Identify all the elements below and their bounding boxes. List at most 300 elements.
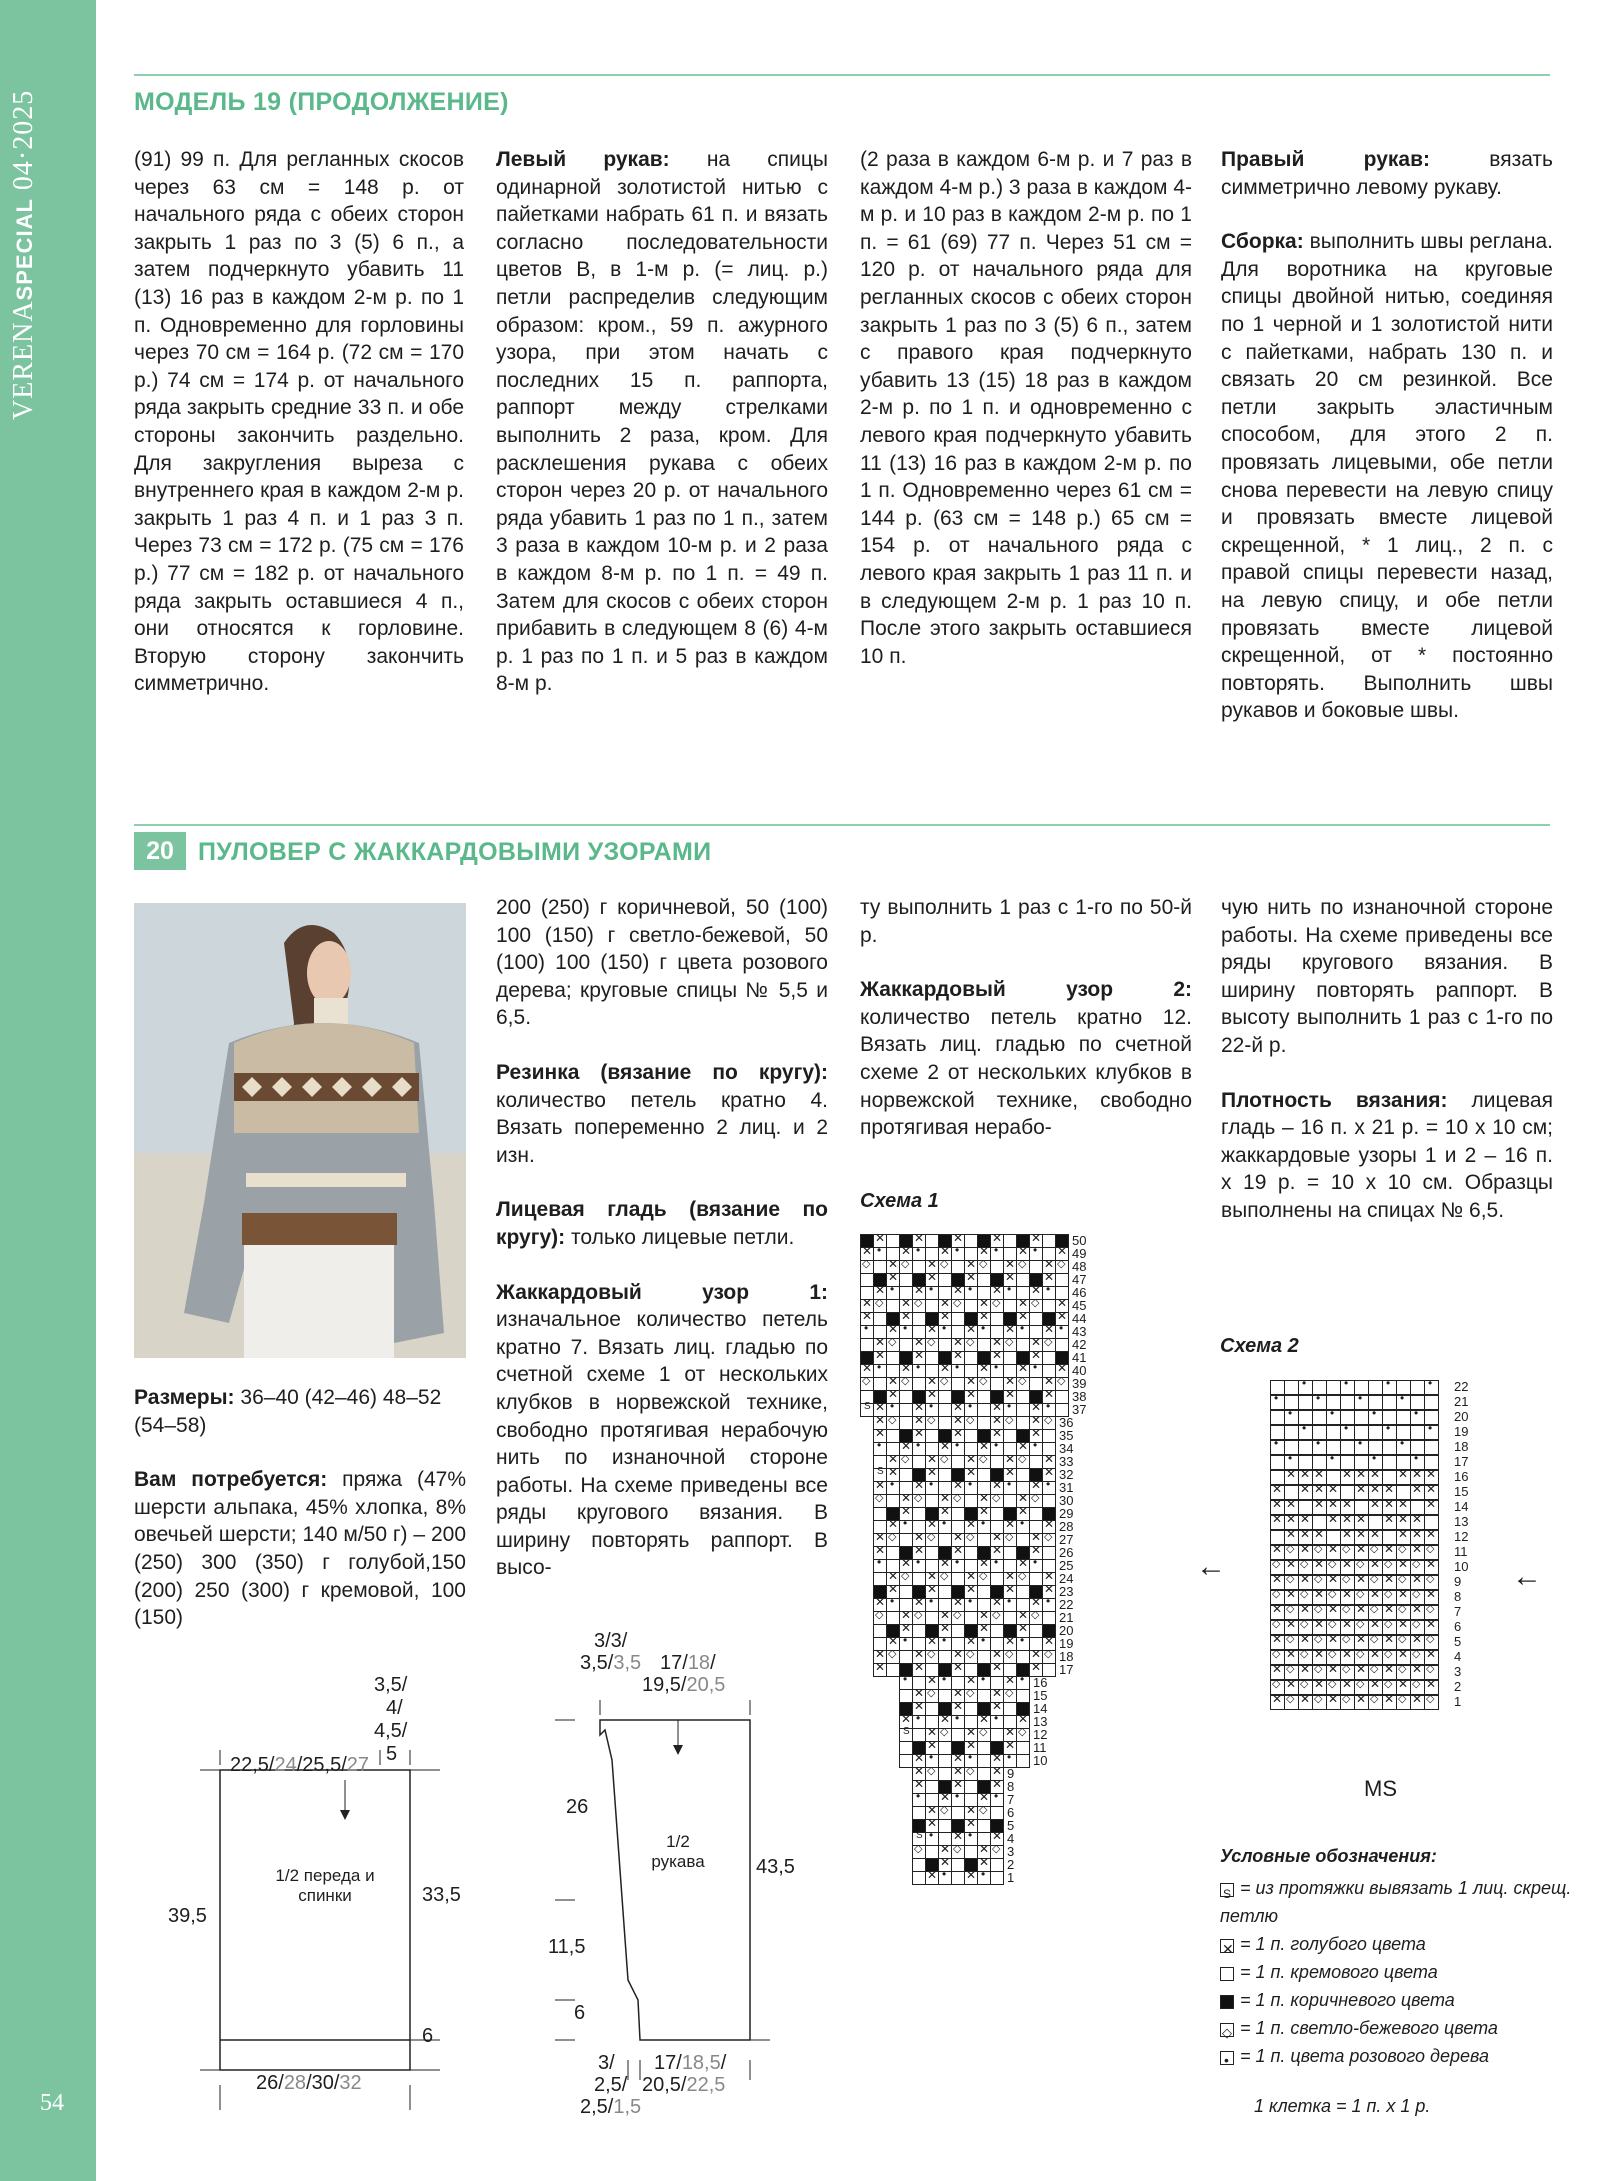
- chart-cell: ✕: [1354, 1515, 1369, 1530]
- chart-cell: [951, 1455, 965, 1469]
- chart-cell: [1029, 1312, 1043, 1326]
- top-rule: [134, 74, 1550, 76]
- chart-cell: ◇: [938, 1260, 952, 1274]
- chart-cell: ✕: [1029, 1286, 1043, 1300]
- chart-cell: ✕: [1003, 1572, 1017, 1586]
- chart-cell: •: [938, 1871, 952, 1885]
- chart-cell: [990, 1624, 1004, 1638]
- chart-cell: [1003, 1351, 1017, 1365]
- chart-cell: ✕: [990, 1702, 1004, 1716]
- chart-cell: •: [1312, 1440, 1327, 1455]
- magazine-title: VERENASPECIAL 04·2025: [8, 89, 39, 420]
- chart-cell: [977, 1390, 991, 1404]
- chart-cell: ◇: [860, 1377, 874, 1391]
- chart-cell: [925, 1234, 939, 1248]
- chart-cell: ✕: [1340, 1470, 1355, 1485]
- chart-cell: ◇: [1410, 1650, 1425, 1665]
- section-rule: [134, 824, 1550, 826]
- chart-cell: ◇: [899, 1377, 913, 1391]
- scheme2-arrow: ←: [1512, 1560, 1542, 1593]
- chart-cell: ✕: [925, 1455, 939, 1469]
- chart-cell: ◇: [1270, 1650, 1285, 1665]
- chart-row-number: 28: [1059, 1519, 1074, 1534]
- chart-cell: ◇: [1312, 1665, 1327, 1680]
- chart-cell: ◇: [912, 1845, 926, 1859]
- chart-cell: ✕: [964, 1273, 978, 1287]
- chart-cell: ✕: [1016, 1442, 1030, 1456]
- chart-cell: ✕: [990, 1650, 1004, 1664]
- chart-cell: •: [951, 1715, 965, 1729]
- chart-cell: ✕: [977, 1624, 991, 1638]
- chart-cell: ✕: [990, 1780, 1004, 1794]
- chart-cell: ◇: [1003, 1533, 1017, 1547]
- chart-cell: ✕: [912, 1689, 926, 1703]
- chart-row: [1270, 1692, 1438, 1710]
- chart-cell: •: [925, 1832, 939, 1846]
- model20-col4: чую нить по изнаночной стороне работы. На схеме приведены все ряды кругового вязания. В ширину повторять раппорт. В высоту выполнить 1 раз с 1-го по 22-й р. Плотность вязания: лицевая гладь – 16 п. х 21 р. = 10 х 10 см; жаккардовые узоры 1 и 2 – 16 п. х 19 р. = 10 х 10 см. Образцы выполнены на спицах № 6,5.: [1221, 896, 1553, 1222]
- chart-cell: ✕: [938, 1793, 952, 1807]
- chart-cell: •: [977, 1871, 991, 1885]
- chart-cell: [1016, 1741, 1030, 1755]
- chart-cell: •: [1016, 1325, 1030, 1339]
- chart-cell: ✕: [1003, 1741, 1017, 1755]
- chart-cell: ✕: [1298, 1485, 1313, 1500]
- chart-cell: •: [964, 1286, 978, 1300]
- chart-cell: •: [1284, 1410, 1299, 1425]
- chart-cell: ◇: [938, 1728, 952, 1742]
- chart-cell: [938, 1390, 952, 1404]
- chart-cell: ✕: [990, 1429, 1004, 1443]
- chart-cell: ✕: [873, 1598, 887, 1612]
- chart-cell: ◇: [951, 1845, 965, 1859]
- chart-cell: ✕: [951, 1533, 965, 1547]
- chart-cell: ✕: [912, 1533, 926, 1547]
- chart-cell: ✕: [1029, 1351, 1043, 1365]
- chart-cell: •: [1016, 1520, 1030, 1534]
- chart-cell: ◇: [925, 1533, 939, 1547]
- legend-item: S = из протяжки вывязать 1 лиц. скрещ. петлю: [1220, 1878, 1572, 1926]
- chart-cell: ✕: [990, 1598, 1004, 1612]
- chart-cell: ✕: [951, 1546, 965, 1560]
- chart-cell: ◇: [1410, 1680, 1425, 1695]
- chart-cell: ✕: [964, 1637, 978, 1651]
- chart-cell: ✕: [1396, 1560, 1411, 1575]
- chart-cell: [964, 1546, 978, 1560]
- chart-cell: ✕: [1354, 1695, 1369, 1710]
- chart-cell: [990, 1858, 1004, 1872]
- chart-cell: [977, 1416, 991, 1430]
- chart-cell: •: [990, 1793, 1004, 1807]
- chart-cell: [1016, 1403, 1030, 1417]
- chart-cell: ✕: [860, 1247, 874, 1261]
- chart-cell: ✕: [977, 1611, 991, 1625]
- chart-cell: •: [1016, 1637, 1030, 1651]
- chart-cell: ✕: [1016, 1247, 1030, 1261]
- chart-cell: [860, 1273, 874, 1287]
- chart-cell: ◇: [873, 1611, 887, 1625]
- chart-cell: ✕: [925, 1806, 939, 1820]
- chart-cell: ◇: [1016, 1260, 1030, 1274]
- chart-cell: [873, 1260, 887, 1274]
- chart-cell: ◇: [1382, 1680, 1397, 1695]
- chart-cell: ✕: [925, 1260, 939, 1274]
- chart-cell: ✕: [938, 1611, 952, 1625]
- chart-cell: ◇: [938, 1572, 952, 1586]
- chart-cell: ✕: [1354, 1485, 1369, 1500]
- chart-cell: ✕: [1396, 1650, 1411, 1665]
- chart-cell: ✕: [1410, 1470, 1425, 1485]
- chart-cell: •: [1340, 1425, 1355, 1440]
- chart-cell: ◇: [938, 1377, 952, 1391]
- chart-cell: ✕: [1382, 1695, 1397, 1710]
- chart-cell: ✕: [886, 1637, 900, 1651]
- chart-cell: ◇: [1354, 1650, 1369, 1665]
- chart-cell: ✕: [990, 1832, 1004, 1846]
- chart-cell: ◇: [886, 1650, 900, 1664]
- chart-cell: ◇: [938, 1806, 952, 1820]
- chart-cell: ✕: [899, 1247, 913, 1261]
- chart-cell: ✕: [1354, 1665, 1369, 1680]
- chart-row-number: 22: [1454, 1379, 1469, 1394]
- chart-cell: [938, 1585, 952, 1599]
- chart-cell: •: [899, 1637, 913, 1651]
- chart-row-number: 19: [1454, 1424, 1469, 1439]
- model19-col4: Правый рукав: вязать симметрично левому рукаву. Сборка: выполнить швы реглана. Для воротника на круговые спицы двойной нитью, соединяя по 1 черной и 1 золотистой нити с пайетками, набрать 130 п. и связать 20 см резинкой. Все петли закрыть эластичным способом, для этого 2 п. провязать лицевыми, обе петли снова перевести на левую спицу и провязать вместе лицевой скрещенной, * 1 лиц., 2 п. с правой спицы перевести назад, на левую спицу, и обе петли провязать вместе лицевой скрещенной, от * постоянно повторять. Выполнить швы рукавов и боковые швы.: [1221, 148, 1553, 723]
- chart-row-number: 34: [1059, 1441, 1074, 1456]
- chart-cell: •: [1003, 1754, 1017, 1768]
- chart-cell: ◇: [1284, 1575, 1299, 1590]
- chart-cell: ✕: [1298, 1665, 1313, 1680]
- chart-cell: ✕: [1003, 1676, 1017, 1690]
- chart-cell: ◇: [1424, 1665, 1439, 1680]
- chart-cell: [899, 1741, 913, 1755]
- chart-cell: [1382, 1440, 1397, 1455]
- chart-cell: ◇: [1396, 1665, 1411, 1680]
- chart-cell: ✕: [990, 1338, 1004, 1352]
- chart-row-number: 38: [1072, 1389, 1087, 1404]
- chart-cell: ✕: [1312, 1470, 1327, 1485]
- chart-cell: [860, 1338, 874, 1352]
- chart-cell: ✕: [1298, 1695, 1313, 1710]
- chart-cell: •: [1298, 1425, 1313, 1440]
- chart-cell: ✕: [1326, 1575, 1341, 1590]
- chart-cell: ✕: [938, 1845, 952, 1859]
- chart-cell: ✕: [964, 1468, 978, 1482]
- chart-cell: •: [1003, 1481, 1017, 1495]
- chart-row-number: 40: [1072, 1363, 1087, 1378]
- chart-cell: •: [925, 1754, 939, 1768]
- chart-cell: ✕: [912, 1351, 926, 1365]
- chart-cell: ◇: [1424, 1575, 1439, 1590]
- chart-cell: ✕: [1368, 1500, 1383, 1515]
- chart-cell: ◇: [1298, 1590, 1313, 1605]
- chart-cell: [925, 1546, 939, 1560]
- chart-cell: •: [925, 1598, 939, 1612]
- chart-cell: ✕: [977, 1247, 991, 1261]
- chart-cell: ◇: [990, 1845, 1004, 1859]
- chart-cell: [977, 1338, 991, 1352]
- chart-cell: ✕: [886, 1572, 900, 1586]
- chart-cell: [899, 1273, 913, 1287]
- chart-cell: ◇: [1396, 1605, 1411, 1620]
- chart-cell: •: [873, 1247, 887, 1261]
- chart-cell: ◇: [1424, 1635, 1439, 1650]
- model19-col2: Левый рукав: на спицы одинарной золотистой нитью с пайетками набрать 61 п. и вязать согласно последовательности цветов В, в 1-м р. (= лиц. р.) петли распределив следующим образом: кром., 59 п. ажурного узора, при этом начать с последних 15 п. раппорта, раппорт между стрелками выполнить 2 раза, кром. Для расклешения рукава с обеих сторон через 20 р. от начального ряда убавить 1 раз по 1 п., затем 3 раза в каждом 10-м р. и 2 раза в каждом 8-м р. по 1 п. = 49 п. Затем для скосов с обеих сторон прибавить в следующем 8 (6) 4-м р. 1 раз по 1 п. и 5 раз в каждом 8-м р.: [496, 148, 828, 696]
- chart-cell: ◇: [964, 1767, 978, 1781]
- chart-cell: ◇: [1340, 1695, 1355, 1710]
- chart-cell: ✕: [1326, 1635, 1341, 1650]
- chart-cell: •: [912, 1247, 926, 1261]
- chart-cell: [886, 1546, 900, 1560]
- chart-cell: •: [912, 1442, 926, 1456]
- chart-cell: ✕: [977, 1299, 991, 1313]
- chart-cell: ✕: [964, 1325, 978, 1339]
- chart-cell: ✕: [1284, 1470, 1299, 1485]
- chart-cell: [886, 1663, 900, 1677]
- chart-cell: ✕: [1354, 1470, 1369, 1485]
- chart-cell: ◇: [1270, 1560, 1285, 1575]
- chart-cell: ✕: [1312, 1590, 1327, 1605]
- chart-cell: [1042, 1351, 1056, 1365]
- chart-cell: ✕: [873, 1351, 887, 1365]
- chart-cell: [938, 1273, 952, 1287]
- chart-cell: ◇: [1029, 1299, 1043, 1313]
- chart-cell: ◇: [1016, 1572, 1030, 1586]
- chart-cell: •: [990, 1715, 1004, 1729]
- chart-cell: ✕: [990, 1533, 1004, 1547]
- chart-cell: [964, 1494, 978, 1508]
- chart-cell: •: [1396, 1440, 1411, 1455]
- chart-cell: ✕: [1312, 1650, 1327, 1665]
- page-number: 54: [40, 2090, 64, 2116]
- chart-cell: ✕: [1326, 1515, 1341, 1530]
- chart-cell: ✕: [990, 1546, 1004, 1560]
- chart-cell: ◇: [964, 1338, 978, 1352]
- chart-cell: ◇: [964, 1650, 978, 1664]
- chart-cell: ✕: [1424, 1680, 1439, 1695]
- chart-cell: [899, 1338, 913, 1352]
- chart-cell: •: [1042, 1286, 1056, 1300]
- chart-cell: ◇: [1396, 1575, 1411, 1590]
- chart-cell: ◇: [1382, 1620, 1397, 1635]
- chart-cell: ✕: [912, 1598, 926, 1612]
- chart-cell: ◇: [1298, 1680, 1313, 1695]
- chart-cell: [1003, 1234, 1017, 1248]
- chart-row-number: 14: [1454, 1499, 1469, 1514]
- chart-cell: •: [1270, 1395, 1285, 1410]
- chart-cell: ✕: [925, 1676, 939, 1690]
- chart-cell: ✕: [886, 1468, 900, 1482]
- chart-cell: ✕: [951, 1663, 965, 1677]
- chart-cell: ✕: [899, 1312, 913, 1326]
- chart-cell: ✕: [1340, 1560, 1355, 1575]
- chart-cell: ✕: [964, 1819, 978, 1833]
- chart-cell: ✕: [964, 1390, 978, 1404]
- chart-cell: ◇: [886, 1338, 900, 1352]
- model19-col1: (91) 99 п. Для регланных скосов через 63 см = 148 р. от начального ряда с обеих сторон закрыть 1 раз по 3 (5) 6 п., а затем подчеркнуто убавить 11 (13) 16 раз в каждом 2-м р. по 1 п. Одновременно для горловины через 70 см = 164 р. (72 см = 170 р.) 74 см = 174 р. от начального ряда закрыть средние 33 п. и обе стороны закончить раздельно. Для закругления выреза с внутреннего края в каждом 2-м р. закрыть 1 раз 4 п. и 1 раз 3 п. Через 73 см = 172 р. (75 см = 176 р.) 77 см = 182 р. от начального ряда закрыть оставшиеся 4 п., они относятся к горловине. Вторую сторону закончить симметрично.: [134, 148, 464, 696]
- chart-cell: •: [1396, 1395, 1411, 1410]
- chart-cell: ◇: [1312, 1605, 1327, 1620]
- chart-cell: [1016, 1416, 1030, 1430]
- chart-cell: ✕: [938, 1364, 952, 1378]
- chart-cell: ✕: [912, 1416, 926, 1430]
- chart-cell: [964, 1429, 978, 1443]
- chart-cell: ◇: [1270, 1680, 1285, 1695]
- chart-cell: [1055, 1390, 1069, 1404]
- chart-cell: ✕: [860, 1312, 874, 1326]
- chart-cell: ◇: [1029, 1494, 1043, 1508]
- chart-cell: [938, 1533, 952, 1547]
- chart-cell: ◇: [977, 1260, 991, 1274]
- chart-cell: ✕: [1340, 1680, 1355, 1695]
- chart-cell: ◇: [1382, 1590, 1397, 1605]
- chart-cell: ✕: [1354, 1605, 1369, 1620]
- chart-cell: [1042, 1494, 1056, 1508]
- chart-cell: ✕: [1340, 1530, 1355, 1545]
- chart-cell: ✕: [1368, 1560, 1383, 1575]
- chart-cell: ✕: [951, 1234, 965, 1248]
- chart-cell: ✕: [1284, 1650, 1299, 1665]
- chart-cell: ✕: [1382, 1545, 1397, 1560]
- chart-row-number: 47: [1072, 1272, 1087, 1287]
- chart-cell: [964, 1234, 978, 1248]
- legend-item: ◇ = 1 п. светло-бежевого цвета: [1222, 2018, 1498, 2040]
- scheme1-arrow: ←: [1196, 1550, 1226, 1583]
- chart-cell: ✕: [873, 1416, 887, 1430]
- chart-cell: •: [1382, 1380, 1397, 1395]
- chart-row: [912, 1816, 1068, 1832]
- chart-cell: ◇: [886, 1533, 900, 1547]
- chart-cell: ◇: [1284, 1665, 1299, 1680]
- chart-cell: ✕: [873, 1429, 887, 1443]
- chart-cell: ◇: [1354, 1680, 1369, 1695]
- chart-cell: ◇: [1396, 1635, 1411, 1650]
- chart-cell: •: [977, 1676, 991, 1690]
- chart-cell: ✕: [1326, 1605, 1341, 1620]
- chart-cell: •: [1368, 1410, 1383, 1425]
- chart-cell: [1042, 1234, 1056, 1248]
- chart-cell: [886, 1429, 900, 1443]
- chart-cell: ✕: [1016, 1364, 1030, 1378]
- chart-cell: •: [1003, 1598, 1017, 1612]
- chart-cell: ✕: [1368, 1485, 1383, 1500]
- chart-cell: ✕: [1284, 1530, 1299, 1545]
- chart-cell: ✕: [1016, 1611, 1030, 1625]
- chart-cell: •: [1354, 1395, 1369, 1410]
- chart-cell: ◇: [1003, 1416, 1017, 1430]
- chart-cell: ✕: [1396, 1515, 1411, 1530]
- chart-row-number: 23: [1059, 1584, 1074, 1599]
- chart-cell: ✕: [1326, 1485, 1341, 1500]
- chart-cell: •: [1003, 1286, 1017, 1300]
- chart-cell: •: [886, 1403, 900, 1417]
- chart-cell: ✕: [1368, 1530, 1383, 1545]
- chart-cell: ✕: [899, 1442, 913, 1456]
- chart-row-number: 33: [1059, 1454, 1074, 1469]
- chart-cell: ✕: [964, 1572, 978, 1586]
- chart-cell: •: [990, 1559, 1004, 1573]
- chart-cell: ◇: [1368, 1695, 1383, 1710]
- chart-cell: [1424, 1440, 1439, 1455]
- chart-row-number: 9: [1454, 1574, 1462, 1589]
- chart-row-number: 2: [1007, 1857, 1015, 1872]
- chart-cell: ✕: [1424, 1620, 1439, 1635]
- chart-cell: [938, 1754, 952, 1768]
- chart-cell: [1003, 1546, 1017, 1560]
- chart-cell: ✕: [977, 1845, 991, 1859]
- chart-cell: ✕: [1312, 1500, 1327, 1515]
- chart-cell: ✕: [938, 1247, 952, 1261]
- chart-cell: ✕: [1298, 1470, 1313, 1485]
- chart-cell: ✕: [977, 1312, 991, 1326]
- chart-cell: ✕: [860, 1299, 874, 1313]
- chart-cell: ✕: [1410, 1665, 1425, 1680]
- chart-cell: [977, 1819, 991, 1833]
- chart-cell: ✕: [873, 1663, 887, 1677]
- chart-cell: ◇: [1029, 1611, 1043, 1625]
- chart-cell: ✕: [925, 1741, 939, 1755]
- chart-cell: ✕: [1270, 1605, 1285, 1620]
- chart-cell: ✕: [1368, 1590, 1383, 1605]
- chart-cell: ◇: [977, 1572, 991, 1586]
- chart-cell: ✕: [1029, 1429, 1043, 1443]
- legend-item: • = 1 п. цвета розового дерева: [1220, 2042, 1614, 2070]
- chart-cell: ✕: [925, 1819, 939, 1833]
- chart-cell: ✕: [1382, 1485, 1397, 1500]
- chart-cell: [912, 1871, 926, 1885]
- chart-cell: ✕: [1410, 1635, 1425, 1650]
- chart-cell: [925, 1702, 939, 1716]
- chart-cell: ◇: [1340, 1545, 1355, 1560]
- chart-cell: [873, 1377, 887, 1391]
- chart-cell: S: [873, 1468, 887, 1482]
- chart-cell: ✕: [1055, 1247, 1069, 1261]
- chart-cell: ✕: [990, 1754, 1004, 1768]
- chart-cell: ✕: [1326, 1695, 1341, 1710]
- chart-row-number: 21: [1059, 1610, 1074, 1625]
- chart-cell: ✕: [925, 1468, 939, 1482]
- chart-cell: •: [873, 1364, 887, 1378]
- chart-cell: ◇: [977, 1377, 991, 1391]
- chart-row-number: 20: [1454, 1409, 1469, 1424]
- chart-cell: •: [1029, 1559, 1043, 1573]
- chart-cell: ✕: [964, 1520, 978, 1534]
- chart-cell: [912, 1377, 926, 1391]
- chart-cell: ◇: [1410, 1620, 1425, 1635]
- chart-row-number: 17: [1059, 1662, 1074, 1677]
- chart-cell: [886, 1494, 900, 1508]
- chart-row-number: 31: [1059, 1480, 1074, 1495]
- chart-cell: [873, 1572, 887, 1586]
- chart-cell: ✕: [1382, 1575, 1397, 1590]
- chart-cell: [873, 1624, 887, 1638]
- chart-cell: ✕: [1424, 1485, 1439, 1500]
- chart-row-number: 14: [1033, 1701, 1048, 1716]
- chart-cell: ✕: [1298, 1605, 1313, 1620]
- chart-cell: ✕: [925, 1273, 939, 1287]
- chart-cell: [886, 1611, 900, 1625]
- chart-cell: ◇: [873, 1299, 887, 1313]
- cell-diamond-symbol: ◇: [1222, 2024, 1232, 2040]
- chart-cell: ✕: [1003, 1520, 1017, 1534]
- chart-cell: S: [860, 1403, 874, 1417]
- chart-cell: ◇: [1312, 1575, 1327, 1590]
- chart-cell: ✕: [977, 1364, 991, 1378]
- chart-cell: ✕: [951, 1754, 965, 1768]
- chart-cell: [990, 1507, 1004, 1521]
- chart-cell: •: [886, 1481, 900, 1495]
- chart-cell: •: [1424, 1380, 1439, 1395]
